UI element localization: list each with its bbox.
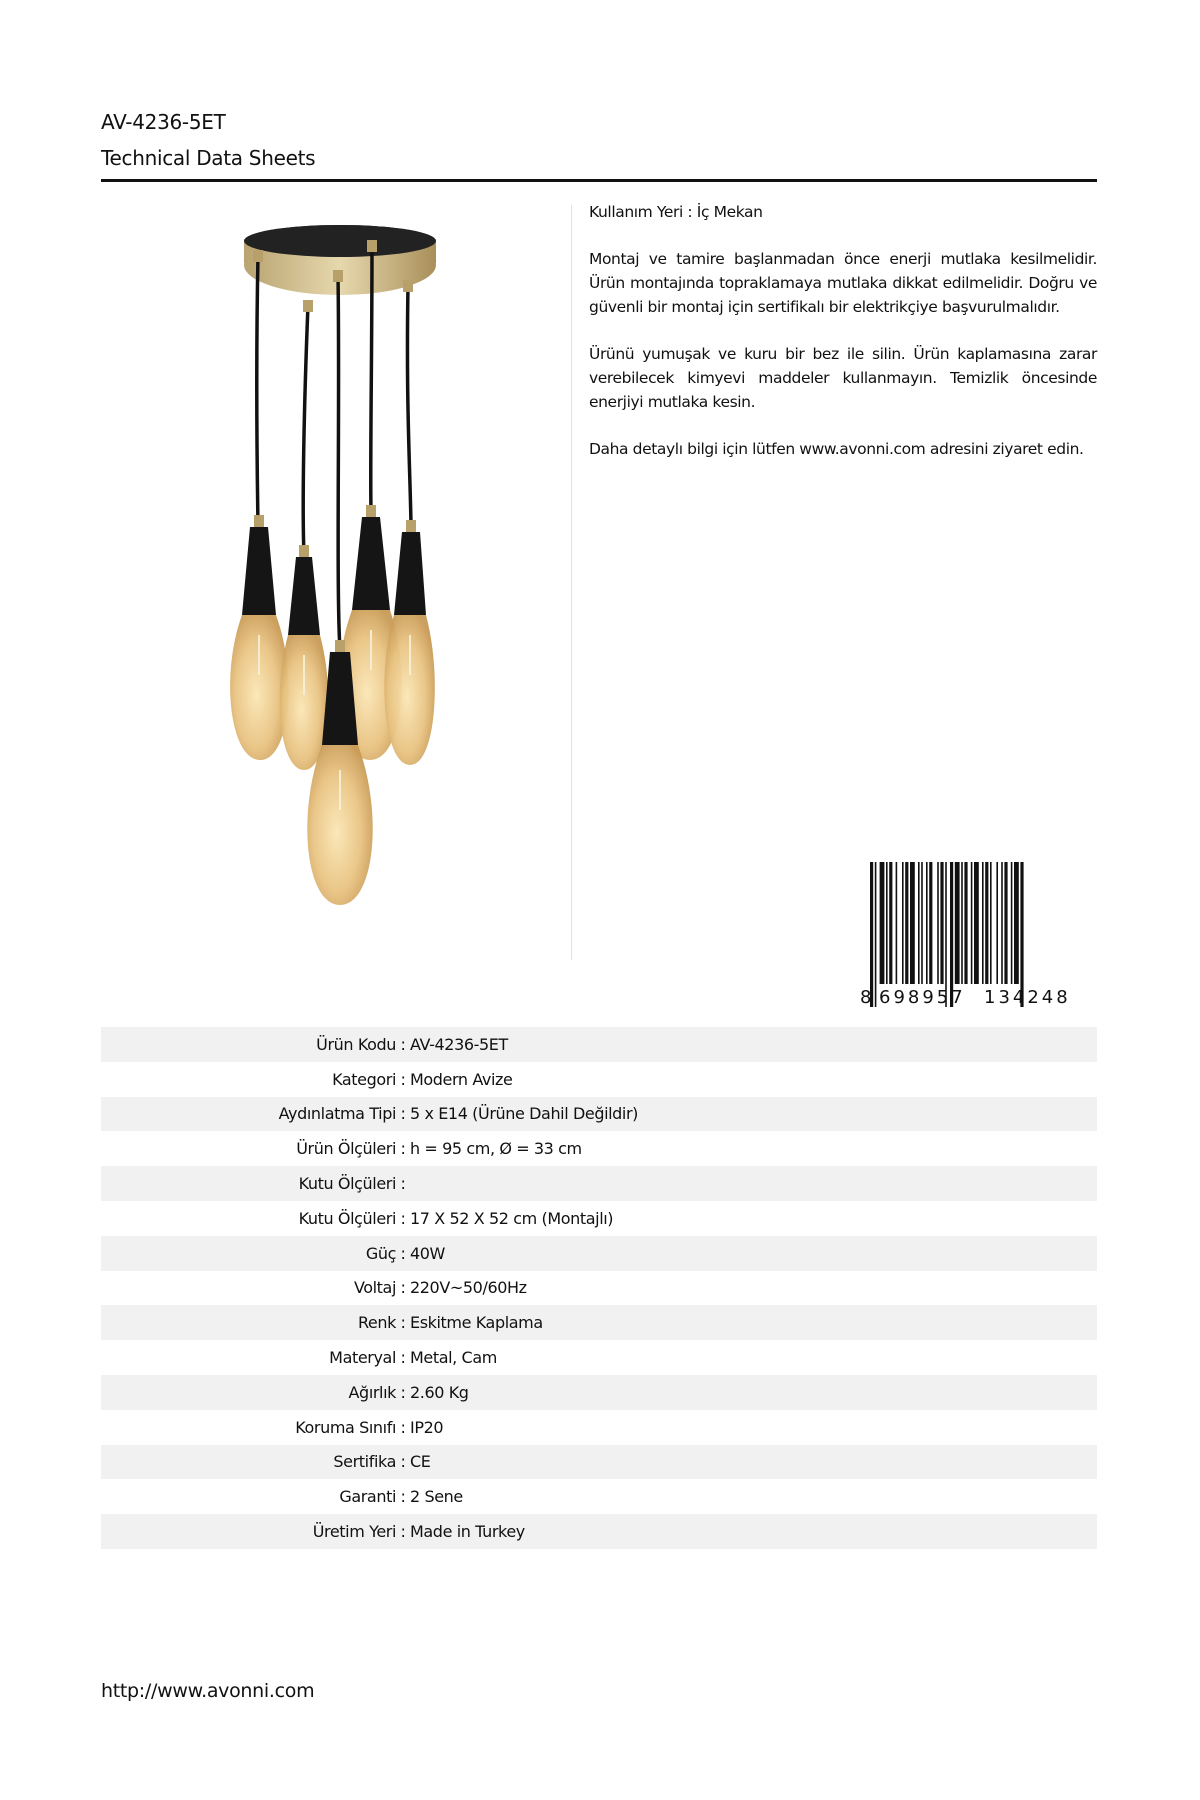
spec-value: 2.60 Kg (410, 1382, 469, 1402)
barcode-bar (889, 862, 892, 984)
spec-table (101, 1027, 1097, 1549)
barcode-bar (937, 862, 939, 984)
spec-value: 5 x E14 (Ürüne Dahil Değildir) (410, 1104, 638, 1124)
spec-label: Sertifika (333, 1452, 396, 1472)
chandelier-product-image (180, 205, 500, 945)
spec-label: Güç (365, 1243, 396, 1263)
barcode-bar (870, 862, 873, 1007)
spec-row (101, 1166, 1097, 1201)
barcode-bar (950, 862, 953, 1007)
barcode-bar (1004, 862, 1007, 984)
spec-label: Materyal (329, 1348, 396, 1368)
barcode-bar (940, 862, 943, 984)
spec-separator: : (400, 1487, 406, 1507)
spec-value: Made in Turkey (410, 1522, 525, 1542)
barcode-bar (961, 862, 963, 984)
spec-label: Kategori (332, 1069, 396, 1089)
spec-value: h = 95 cm, Ø = 33 cm (410, 1139, 582, 1159)
spec-row (101, 1131, 1097, 1166)
barcode-bar (982, 862, 984, 984)
barcode-bar (910, 862, 915, 984)
spec-value: 17 X 52 X 52 cm (Montajlı) (410, 1208, 614, 1228)
barcode-bars (870, 862, 1024, 1007)
spec-value: CE (410, 1452, 431, 1472)
spec-row (101, 1027, 1097, 1062)
spec-value: 2 Sene (410, 1487, 463, 1507)
barcode-bar (964, 862, 967, 984)
spec-value: Modern Avize (410, 1069, 513, 1089)
more-info-text: Daha detaylı bilgi için lütfen www.avonni.com adresini ziyaret edin. (589, 440, 1084, 458)
spec-separator: : (400, 1208, 406, 1228)
barcode-bar (918, 862, 920, 984)
spec-label: Üretim Yeri (312, 1522, 396, 1542)
document-subtitle: Technical Data Sheets (101, 146, 316, 170)
barcode (858, 862, 1098, 1007)
barcode-group-1: 698957 (879, 987, 966, 1007)
spec-label: Renk (357, 1313, 396, 1333)
barcode-bar (902, 862, 904, 984)
barcode-bar (1020, 862, 1023, 1007)
spec-row (101, 1479, 1097, 1514)
spec-separator: : (400, 1139, 406, 1159)
safety-notice: Montaj ve tamire başlanmadan önce enerji mutlaka kesilmelidir. Ürün montajında topraklamaya mutlaka dikkat edilmelidir. Doğru ve güvenli bir montaj için sertifikalı bir elektrikçiye başvurulmalıdır. (589, 250, 1097, 316)
barcode-group-2: 134248 (984, 987, 1071, 1007)
spec-separator: : (400, 1348, 406, 1368)
barcode-bar (996, 862, 998, 984)
spec-row (101, 1375, 1097, 1410)
spec-value: Eskitme Kaplama (410, 1313, 543, 1333)
barcode-bar (955, 862, 960, 984)
spec-row (101, 1271, 1097, 1306)
spec-value: IP20 (410, 1417, 444, 1437)
spec-row (101, 1514, 1097, 1549)
product-code-title: AV-4236-5ET (101, 110, 226, 134)
barcode-bar (971, 862, 973, 984)
spec-value: Metal, Cam (410, 1348, 497, 1368)
spec-separator: : (400, 1278, 406, 1298)
spec-row (101, 1340, 1097, 1375)
spec-label: Koruma Sınıfı (295, 1417, 396, 1437)
spec-separator: : (400, 1452, 406, 1472)
header-divider (101, 179, 1097, 182)
barcode-bar (926, 862, 928, 984)
spec-separator: : (400, 1382, 406, 1402)
barcode-bar (880, 862, 885, 984)
barcode-bar (974, 862, 979, 984)
spec-row (101, 1236, 1097, 1271)
spec-value: AV-4236-5ET (410, 1034, 508, 1054)
spec-row (101, 1410, 1097, 1445)
spec-label: Aydınlatma Tipi (278, 1104, 396, 1124)
barcode-bar (886, 862, 888, 984)
spec-separator: : (400, 1313, 406, 1333)
spec-value: 220V~50/60Hz (410, 1278, 527, 1298)
spec-label: Ağırlık (348, 1382, 396, 1402)
spec-row (101, 1097, 1097, 1132)
spec-separator: : (400, 1069, 406, 1089)
barcode-bar (905, 862, 908, 984)
product-description (589, 200, 1097, 484)
barcode-bar (990, 862, 992, 984)
spec-separator: : (400, 1034, 406, 1054)
spec-separator: : (400, 1417, 406, 1437)
barcode-bar (921, 862, 923, 984)
spec-label: Voltaj (353, 1278, 396, 1298)
barcode-bar (1011, 862, 1013, 984)
spec-separator: : (400, 1174, 406, 1194)
barcode-bar (929, 862, 932, 984)
barcode-bar (1014, 862, 1019, 984)
barcode-bar (985, 862, 988, 984)
column-divider (571, 205, 572, 960)
spec-label: Ürün Ölçüleri (296, 1139, 396, 1159)
footer-url[interactable]: http://www.avonni.com (101, 1680, 315, 1702)
barcode-bar (1001, 862, 1003, 984)
spec-row (101, 1201, 1097, 1236)
spec-label: Garanti (339, 1487, 396, 1507)
spec-row (101, 1445, 1097, 1480)
barcode-bar (896, 862, 898, 984)
barcode-bar (945, 862, 947, 1007)
barcode-first-digit: 8 (860, 987, 872, 1007)
usage-location: Kullanım Yeri : İç Mekan (589, 203, 763, 221)
spec-row (101, 1062, 1097, 1097)
spec-separator: : (400, 1243, 406, 1263)
spec-separator: : (400, 1104, 406, 1124)
spec-value: 40W (410, 1243, 445, 1263)
spec-label: Ürün Kodu (316, 1034, 396, 1054)
cleaning-instructions: Ürünü yumuşak ve kuru bir bez ile silin. Ürün kaplamasına zarar verebilecek kimyevi maddeler kullanmayın. Temizlik öncesinde enerjiyi mutlaka kesin. (589, 345, 1097, 411)
spec-separator: : (400, 1522, 406, 1542)
barcode-bar (875, 862, 877, 1007)
spec-label: Kutu Ölçüleri (298, 1174, 396, 1194)
spec-row (101, 1305, 1097, 1340)
spec-label: Kutu Ölçüleri (298, 1208, 396, 1228)
